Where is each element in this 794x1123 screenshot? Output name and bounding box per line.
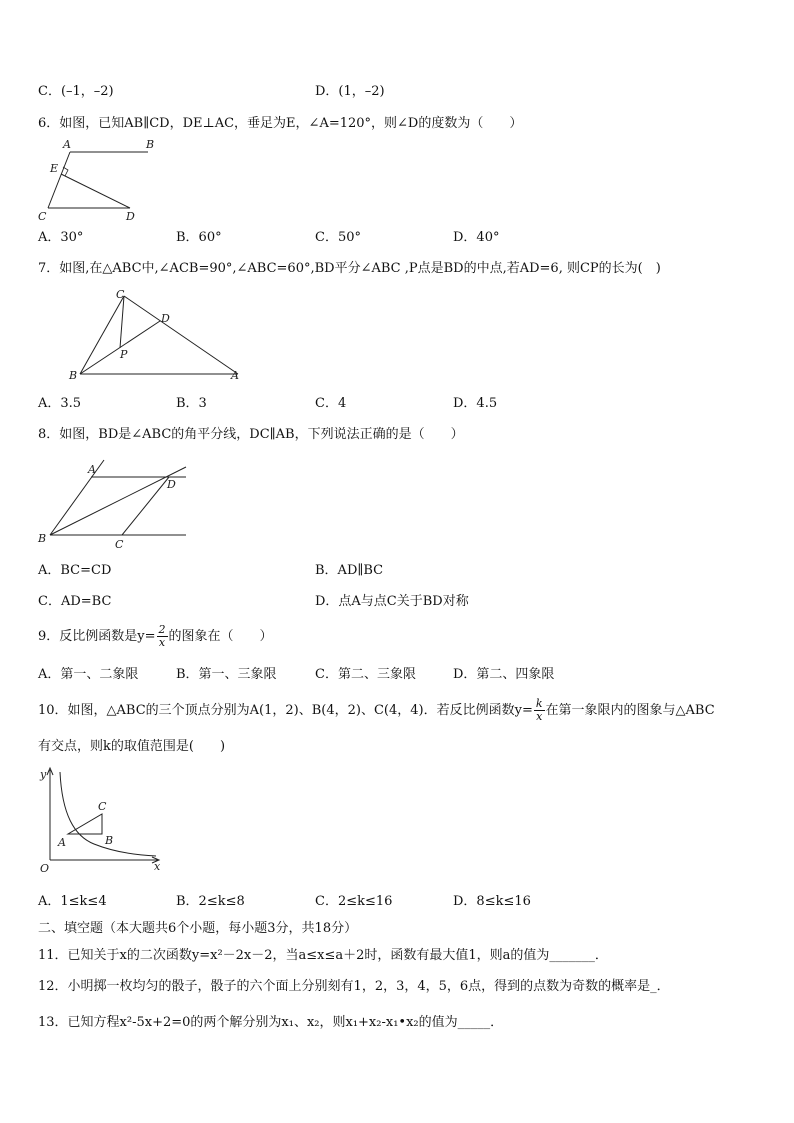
q7-label-d: D bbox=[161, 312, 170, 325]
q10-frac-num: k bbox=[535, 697, 543, 710]
q9-option-d: D．第二、四象限 bbox=[453, 667, 555, 682]
q7-option-b: B．3 bbox=[176, 396, 207, 411]
q9-stem-post: 的图象在（ ） bbox=[168, 629, 273, 644]
q9-stem-pre: 9．反比例函数是y= bbox=[38, 629, 156, 644]
q10-option-c: C．2≤k≤16 bbox=[315, 894, 393, 909]
q7-label-b: B bbox=[69, 369, 78, 382]
q8-option-d: D．点A与点C关于BD对称 bbox=[315, 594, 469, 609]
q6-label-e: E bbox=[50, 162, 59, 175]
q6-label-c: C bbox=[38, 210, 47, 223]
q6-label-d: D bbox=[126, 210, 135, 223]
q10-fraction bbox=[534, 698, 545, 723]
q8-figure bbox=[36, 455, 192, 551]
q13-stem: 13．已知方程x²-5x+2=0的两个解分别为x₁、x₂，则x₁+x₂-x₁•x₂的值为_____． bbox=[38, 1015, 504, 1030]
q9-option-c: C．第二、三象限 bbox=[315, 667, 416, 682]
q10-stem-pre: 10．如图，△ABC的三个顶点分别为A(1，2)、B(4，2)、C(4，4)．若反比例函数y= bbox=[38, 703, 533, 718]
q6-stem: 6．如图，已知AB∥CD，DE⊥AC，垂足为E，∠A=120°，则∠D的度数为（ ） bbox=[38, 116, 523, 131]
q10-option-d: D．8≤k≤16 bbox=[453, 894, 531, 909]
q6-option-d: D．40° bbox=[453, 230, 500, 245]
q7-stem: 7．如图,在△ABC中,∠ACB=90°,∠ABC=60°,BD平分∠ABC ,P点是BD的中点,若AD=6, 则CP的长为( ) bbox=[38, 261, 661, 276]
q8-option-a: A．BC=CD bbox=[38, 563, 112, 578]
q7-label-c: C bbox=[116, 288, 125, 301]
q8-label-c: C bbox=[115, 538, 124, 551]
q10-stem bbox=[38, 697, 715, 725]
q8-option-c: C．AD=BC bbox=[38, 594, 112, 609]
q6-option-b: B．60° bbox=[176, 230, 222, 245]
q6-option-a: A．30° bbox=[38, 230, 84, 245]
q9-frac-num: 2 bbox=[158, 623, 166, 636]
q10-label-b: B bbox=[105, 834, 114, 847]
section-fill-blank-heading: 二、填空题（本大题共6个小题，每小题3分，共18分） bbox=[38, 921, 358, 936]
q6-label-b: B bbox=[146, 138, 155, 151]
q9-option-a: A．第一、二象限 bbox=[38, 667, 139, 682]
q7-label-a: A bbox=[231, 369, 239, 382]
q10-option-b: B．2≤k≤8 bbox=[176, 894, 245, 909]
q10-frac-den: x bbox=[536, 710, 543, 723]
q8-label-a: A bbox=[88, 463, 96, 476]
q9-fraction bbox=[157, 624, 168, 649]
q9-frac-den: x bbox=[158, 636, 166, 649]
q8-label-d: D bbox=[167, 478, 176, 491]
q10-stem-line2: 有交点，则k的取值范围是( ) bbox=[38, 739, 226, 754]
q10-figure bbox=[34, 764, 166, 876]
q7-option-c: C．4 bbox=[315, 396, 347, 411]
q7-label-p: P bbox=[120, 348, 128, 361]
q10-label-a: A bbox=[58, 836, 66, 849]
q8-label-b: B bbox=[38, 532, 47, 545]
q7-option-a: A．3.5 bbox=[38, 396, 82, 411]
q7-figure bbox=[66, 284, 246, 384]
q5-option-c: C．(–1，–2) bbox=[38, 84, 114, 99]
q6-figure bbox=[30, 136, 155, 228]
q10-label-o: O bbox=[40, 862, 50, 875]
q8-option-b: B．AD∥BC bbox=[315, 563, 384, 578]
q6-option-c: C．50° bbox=[315, 230, 361, 245]
q10-option-a: A．1≤k≤4 bbox=[38, 894, 107, 909]
q7-option-d: D．4.5 bbox=[453, 396, 498, 411]
q6-label-a: A bbox=[63, 138, 71, 151]
q8-stem: 8．如图，BD是∠ABC的角平分线，DC∥AB，下列说法正确的是（ ） bbox=[38, 427, 464, 442]
q5-option-d: D．(1，–2) bbox=[315, 84, 385, 99]
q9-option-b: B．第一、三象限 bbox=[176, 667, 277, 682]
q12-stem: 12．小明掷一枚均匀的骰子，骰子的六个面上分别刻有1，2，3，4，5，6点，得到的点数为奇数的概率是_． bbox=[38, 979, 670, 994]
q10-label-y: y bbox=[40, 768, 47, 781]
q11-stem: 11．已知关于x的二次函数y=x²－2x－2，当a≤x≤a＋2时，函数有最大值1，则a的值为_______． bbox=[38, 948, 608, 963]
q9-stem bbox=[38, 624, 273, 650]
q10-label-x: x bbox=[154, 860, 161, 873]
q10-label-c: C bbox=[98, 800, 107, 813]
q10-stem-post: 在第一象限内的图象与△ABC bbox=[545, 703, 715, 718]
